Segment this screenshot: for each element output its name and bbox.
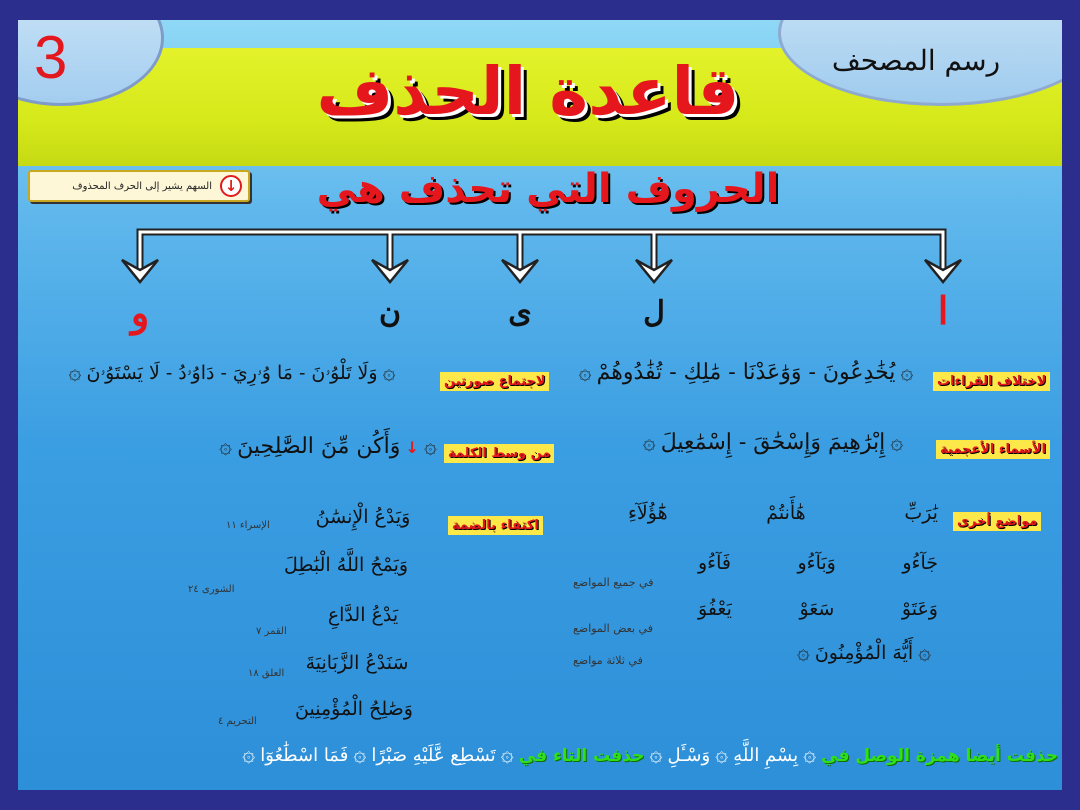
ornament-close-icon: ۞ <box>900 360 914 385</box>
label-damma: اكتفاء بالضمة <box>448 516 543 535</box>
ornament-open-icon: ۞ <box>68 360 82 385</box>
label-readings: لاختلاف القراءات <box>933 372 1050 391</box>
other-place-word: وَعَتَوْ <box>901 598 938 620</box>
other-places-row-3 <box>698 598 938 620</box>
legend-text: السهم يشير إلى الحرف المحذوف <box>72 180 212 192</box>
damma-verse: سَنَدْعُ الزَّبَانِيَةَ <box>305 652 409 674</box>
footer-verse-wasal: وَسْـَٔلِ <box>667 745 711 766</box>
footer-lead: حذفت أيضا همزة الوصل في <box>821 746 1058 766</box>
damma-verse: يَدْعُ الدَّاعِ <box>327 604 399 626</box>
footer-verse-tastati: تَسْطِع عَّلَيْهِ صَبْرًا <box>371 745 496 766</box>
other-place-word: وَبَآءُو <box>797 552 836 574</box>
other-places-row-2 <box>698 552 938 574</box>
ornament-open-icon: ۞ <box>219 434 233 459</box>
letter-alif: ا <box>937 288 949 333</box>
ornament-open-icon: ۞ <box>642 430 656 455</box>
damma-item <box>288 604 438 626</box>
ornament-open-icon: ۞ <box>796 640 810 665</box>
other-place-word: فَآءُو <box>698 552 731 574</box>
letter-ya: ى <box>508 295 532 330</box>
page-subtitle: الحروف التي تحذف هي <box>316 166 780 212</box>
ornament-icon: ۞ <box>649 742 663 767</box>
letter-noon: ن <box>378 295 402 330</box>
label-two-forms: لاجتماع صورتين <box>440 372 549 391</box>
other-place-word: يَٰرَبِّ <box>904 502 938 524</box>
footer-line <box>78 742 1058 767</box>
ornament-close-icon: ۞ <box>890 430 904 455</box>
other-place-word: هَٰأَنتُمْ <box>766 502 806 524</box>
tree-lines <box>140 232 943 272</box>
other-place-word: هَٰٓؤُلَآءِ <box>628 502 668 524</box>
damma-item <box>254 554 438 576</box>
verse-two-forms: وَلَا تَلْوُۥنَ - مَا وُۥرِيَ - دَاوُۥدُ - لَا يَسْتَوُۥنَ <box>86 362 378 384</box>
surah-ref: العلق ١٨ <box>248 668 285 679</box>
page-title: قاعدة الحذف <box>316 53 740 130</box>
verse-mid-word: وَأَكُن مِّنَ الصَّٰلِحِينَ <box>237 434 401 459</box>
surah-ref: القمر ٧ <box>256 626 287 637</box>
label-other-places: مواضع أخرى <box>953 512 1041 531</box>
damma-verse: وَيَمْحُ اللَّهُ الْبَٰطِلَ <box>283 554 409 576</box>
ornament-close-icon: ۞ <box>918 640 932 665</box>
note-all-places: في جميع المواضع <box>573 576 654 589</box>
other-places-row-1 <box>628 502 938 524</box>
verse-foreign-names: إِبْرَٰهِيمَ وَإِسْحَٰقَ - إِسْمَٰعِيلَ <box>660 430 886 455</box>
ornament-close-icon: ۞ <box>423 434 437 459</box>
deleted-letter-arrow-icon: ↓ <box>405 438 419 457</box>
surah-ref: الإسراء ١١ <box>226 520 270 531</box>
ornament-close-icon: ۞ <box>382 360 396 385</box>
damma-item <box>272 652 442 674</box>
category-title: رسم المصحف <box>831 44 1001 77</box>
damma-verse: وَصَٰلِحُ الْمُؤْمِنِينَ <box>295 698 413 720</box>
letter-waw: و <box>130 290 150 335</box>
ornament-icon: ۞ <box>803 742 817 767</box>
ornament-icon: ۞ <box>242 742 256 767</box>
footer-verse-fama: فَمَا اسْطَٰعُوٓا <box>260 745 349 766</box>
verse-readings-row <box>566 360 926 385</box>
note-three-places: في ثلاثة مواضع <box>573 654 643 667</box>
down-arrow-icon: ↓ <box>220 175 242 197</box>
ornament-icon: ۞ <box>500 742 514 767</box>
ornament-icon: ۞ <box>353 742 367 767</box>
label-foreign-names: الأسماء الأعجمية <box>936 440 1050 459</box>
surah-ref: الشورى ٢٤ <box>188 584 235 595</box>
verse-mid-word-row <box>218 434 438 459</box>
other-place-word: أَيُّهَ الْمُؤْمِنُونَ <box>814 642 914 664</box>
footer-ta-label: حذفت التاء في <box>518 746 645 766</box>
letter-lam: ل <box>643 295 665 330</box>
other-place-word: يَعْفُوَ <box>698 598 732 620</box>
verse-readings: يُخَٰدِعُونَ - وَوَٰعَدْنَا - مَٰلِكِ - تُفَٰدُوهُمْ <box>596 360 896 385</box>
verse-two-forms-row <box>28 360 436 385</box>
ornament-open-icon: ۞ <box>578 360 592 385</box>
slide-number: 3 <box>34 24 68 91</box>
letters-tree <box>18 20 1062 310</box>
footer-verse-bismillah: بِسْمِ اللَّهِ <box>733 745 799 766</box>
slide <box>18 20 1062 790</box>
note-some-places: في بعض المواضع <box>573 622 653 635</box>
verse-foreign-names-row <box>618 430 928 455</box>
damma-item <box>264 698 444 720</box>
tree-arrowheads <box>122 260 961 282</box>
surah-ref: التحريم ٤ <box>218 716 257 727</box>
damma-verse: وَيَدْعُ الْإِنسَٰنُ <box>315 506 411 528</box>
label-mid-word: من وسط الكلمة <box>444 444 554 463</box>
damma-item <box>288 506 438 528</box>
ornament-icon: ۞ <box>715 742 729 767</box>
other-places-row-4 <box>784 640 944 665</box>
other-place-word: جَآءُو <box>902 552 938 574</box>
other-place-word: سَعَوْ <box>799 598 835 620</box>
